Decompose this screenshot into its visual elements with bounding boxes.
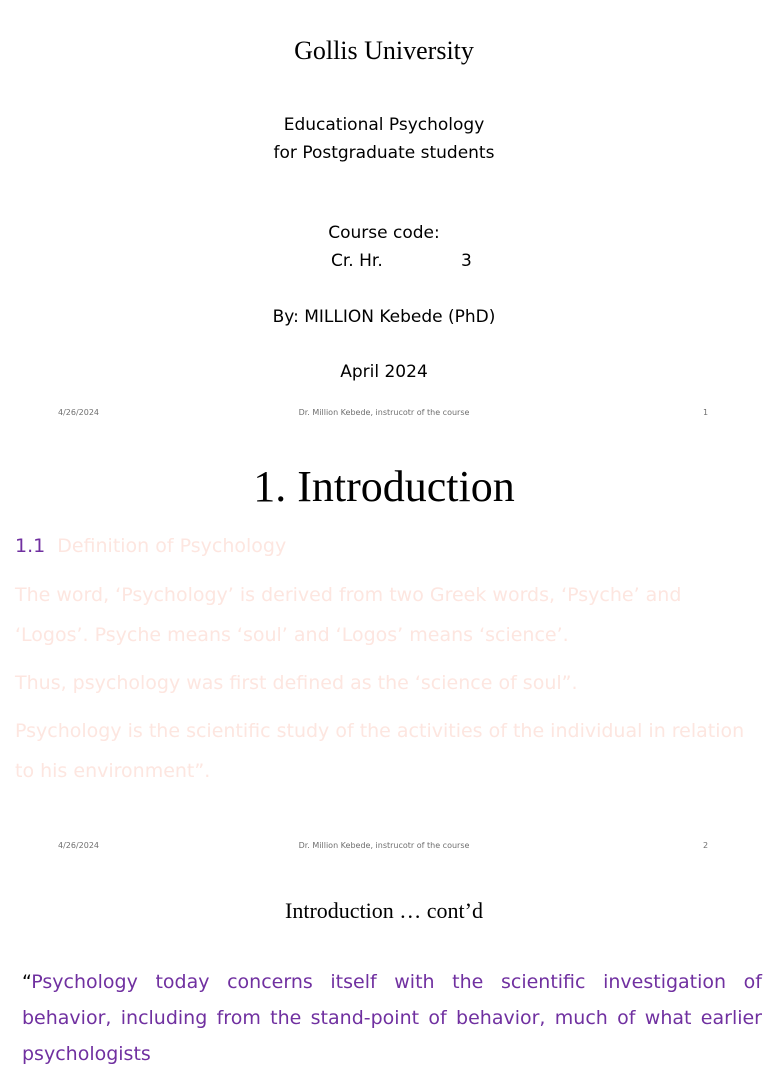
presentation-date: April 2024 [340,362,428,382]
slide-3 [0,866,768,1065]
paragraph-scientific-definition: Psychology is the scientific study of the activities of the individual in relation to his environment”. [15,720,745,782]
footer-date: 4/26/2024 [58,408,100,417]
author-line: By: MILLION Kebede (PhD) [272,307,496,327]
section-title: Definition of Psychology [57,535,287,557]
credit-hours-value: 3 [461,251,472,271]
quote-mark: “ [22,971,32,993]
slide-2 [0,433,768,866]
quote-text: Psychology today concerns itself with the scientific investigation of behavior, including from the stand-point of behavior, much of what earlier psychologists [22,971,762,1065]
paragraph-etymology: The word, ‘Psychology’ is derived from two Greek words, ‘Psyche’ and ‘Logos’. Psyche means ‘soul’ and ‘Logos’ means ‘science’. [15,584,682,646]
slide-title: 1. Introduction [253,462,515,511]
slide-1 [0,0,768,433]
footer-instructor: Dr. Million Kebede, instrucotr of the course [298,841,470,850]
credit-hours-label: Cr. Hr. [331,251,383,271]
course-title [0,111,768,167]
slide-title: Introduction … cont’d [285,898,483,923]
footer-date: 4/26/2024 [58,841,100,850]
university-name: Gollis University [294,36,474,65]
course-title-line-2: for Postgraduate students [273,143,495,163]
course-code-label: Course code: [328,223,440,243]
footer-instructor: Dr. Million Kebede, instrucotr of the course [298,408,470,417]
course-title-line-1: Educational Psychology [283,115,485,135]
footer-page-number: 2 [703,841,709,850]
quote-paragraph [22,964,762,1072]
section-heading [15,535,286,557]
section-number: 1.1 [15,535,46,557]
paragraph-first-definition: Thus, psychology was first defined as the ‘science of soul”. [15,672,578,694]
footer-page-number: 1 [703,408,709,417]
